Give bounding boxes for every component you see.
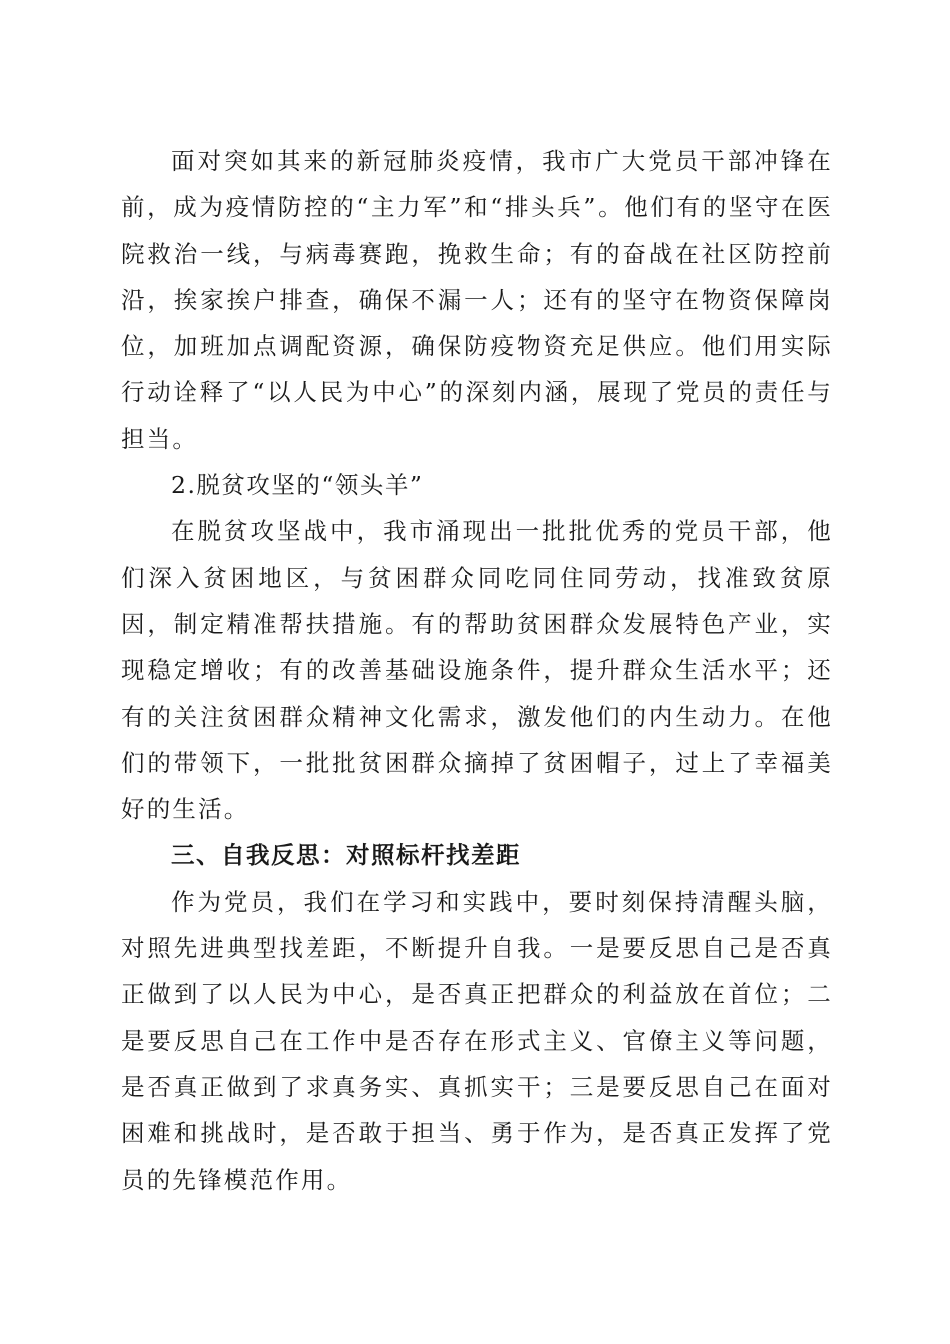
self-reflection-heading: 三、自我反思：对照标杆找差距 [171,841,521,870]
self-reflection-paragraph: 作为党员，我们在学习和实践中，要时刻保持清醒头脑，对照先进典型找差距，不断提升自我。一是要反思自己是否真正做到了以人民为中心，是否真正把群众的利益放在首位；二是要反思自己在工作中是否存在形式主义、官僚主义等问题，是否真正做到了求真务实、真抓实干；三是要反思自己在面对困难和挑战时，是否敢于担当、勇于作为，是否真正发挥了党员的先锋模范作用。 [121,887,833,1194]
poverty-subheading: 2.脱贫攻坚的“领头羊” [171,471,424,500]
document-page [121,138,833,1203]
epidemic-paragraph: 面对突如其来的新冠肺炎疫情，我市广大党员干部冲锋在前，成为疫情防控的“主力军”和“排头兵”。他们有的坚守在医院救治一线，与病毒赛跑，挽救生命；有的奋战在社区防控前沿，挨家挨户排查，确保不漏一人；还有的坚守在物资保障岗位，加班加点调配资源，确保防疫物资充足供应。他们用实际行动诠释了“以人民为中心”的深刻内涵，展现了党员的责任与担当。 [121,147,833,453]
poverty-paragraph: 在脱贫攻坚战中，我市涌现出一批批优秀的党员干部，他们深入贫困地区，与贫困群众同吃同住同劳动，找准致贫原因，制定精准帮扶措施。有的帮助贫困群众发展特色产业，实现稳定增收；有的改善基础设施条件，提升群众生活水平；还有的关注贫困群众精神文化需求，激发他们的内生动力。在他们的带领下，一批批贫困群众摘掉了贫困帽子，过上了幸福美好的生活。 [121,517,833,824]
